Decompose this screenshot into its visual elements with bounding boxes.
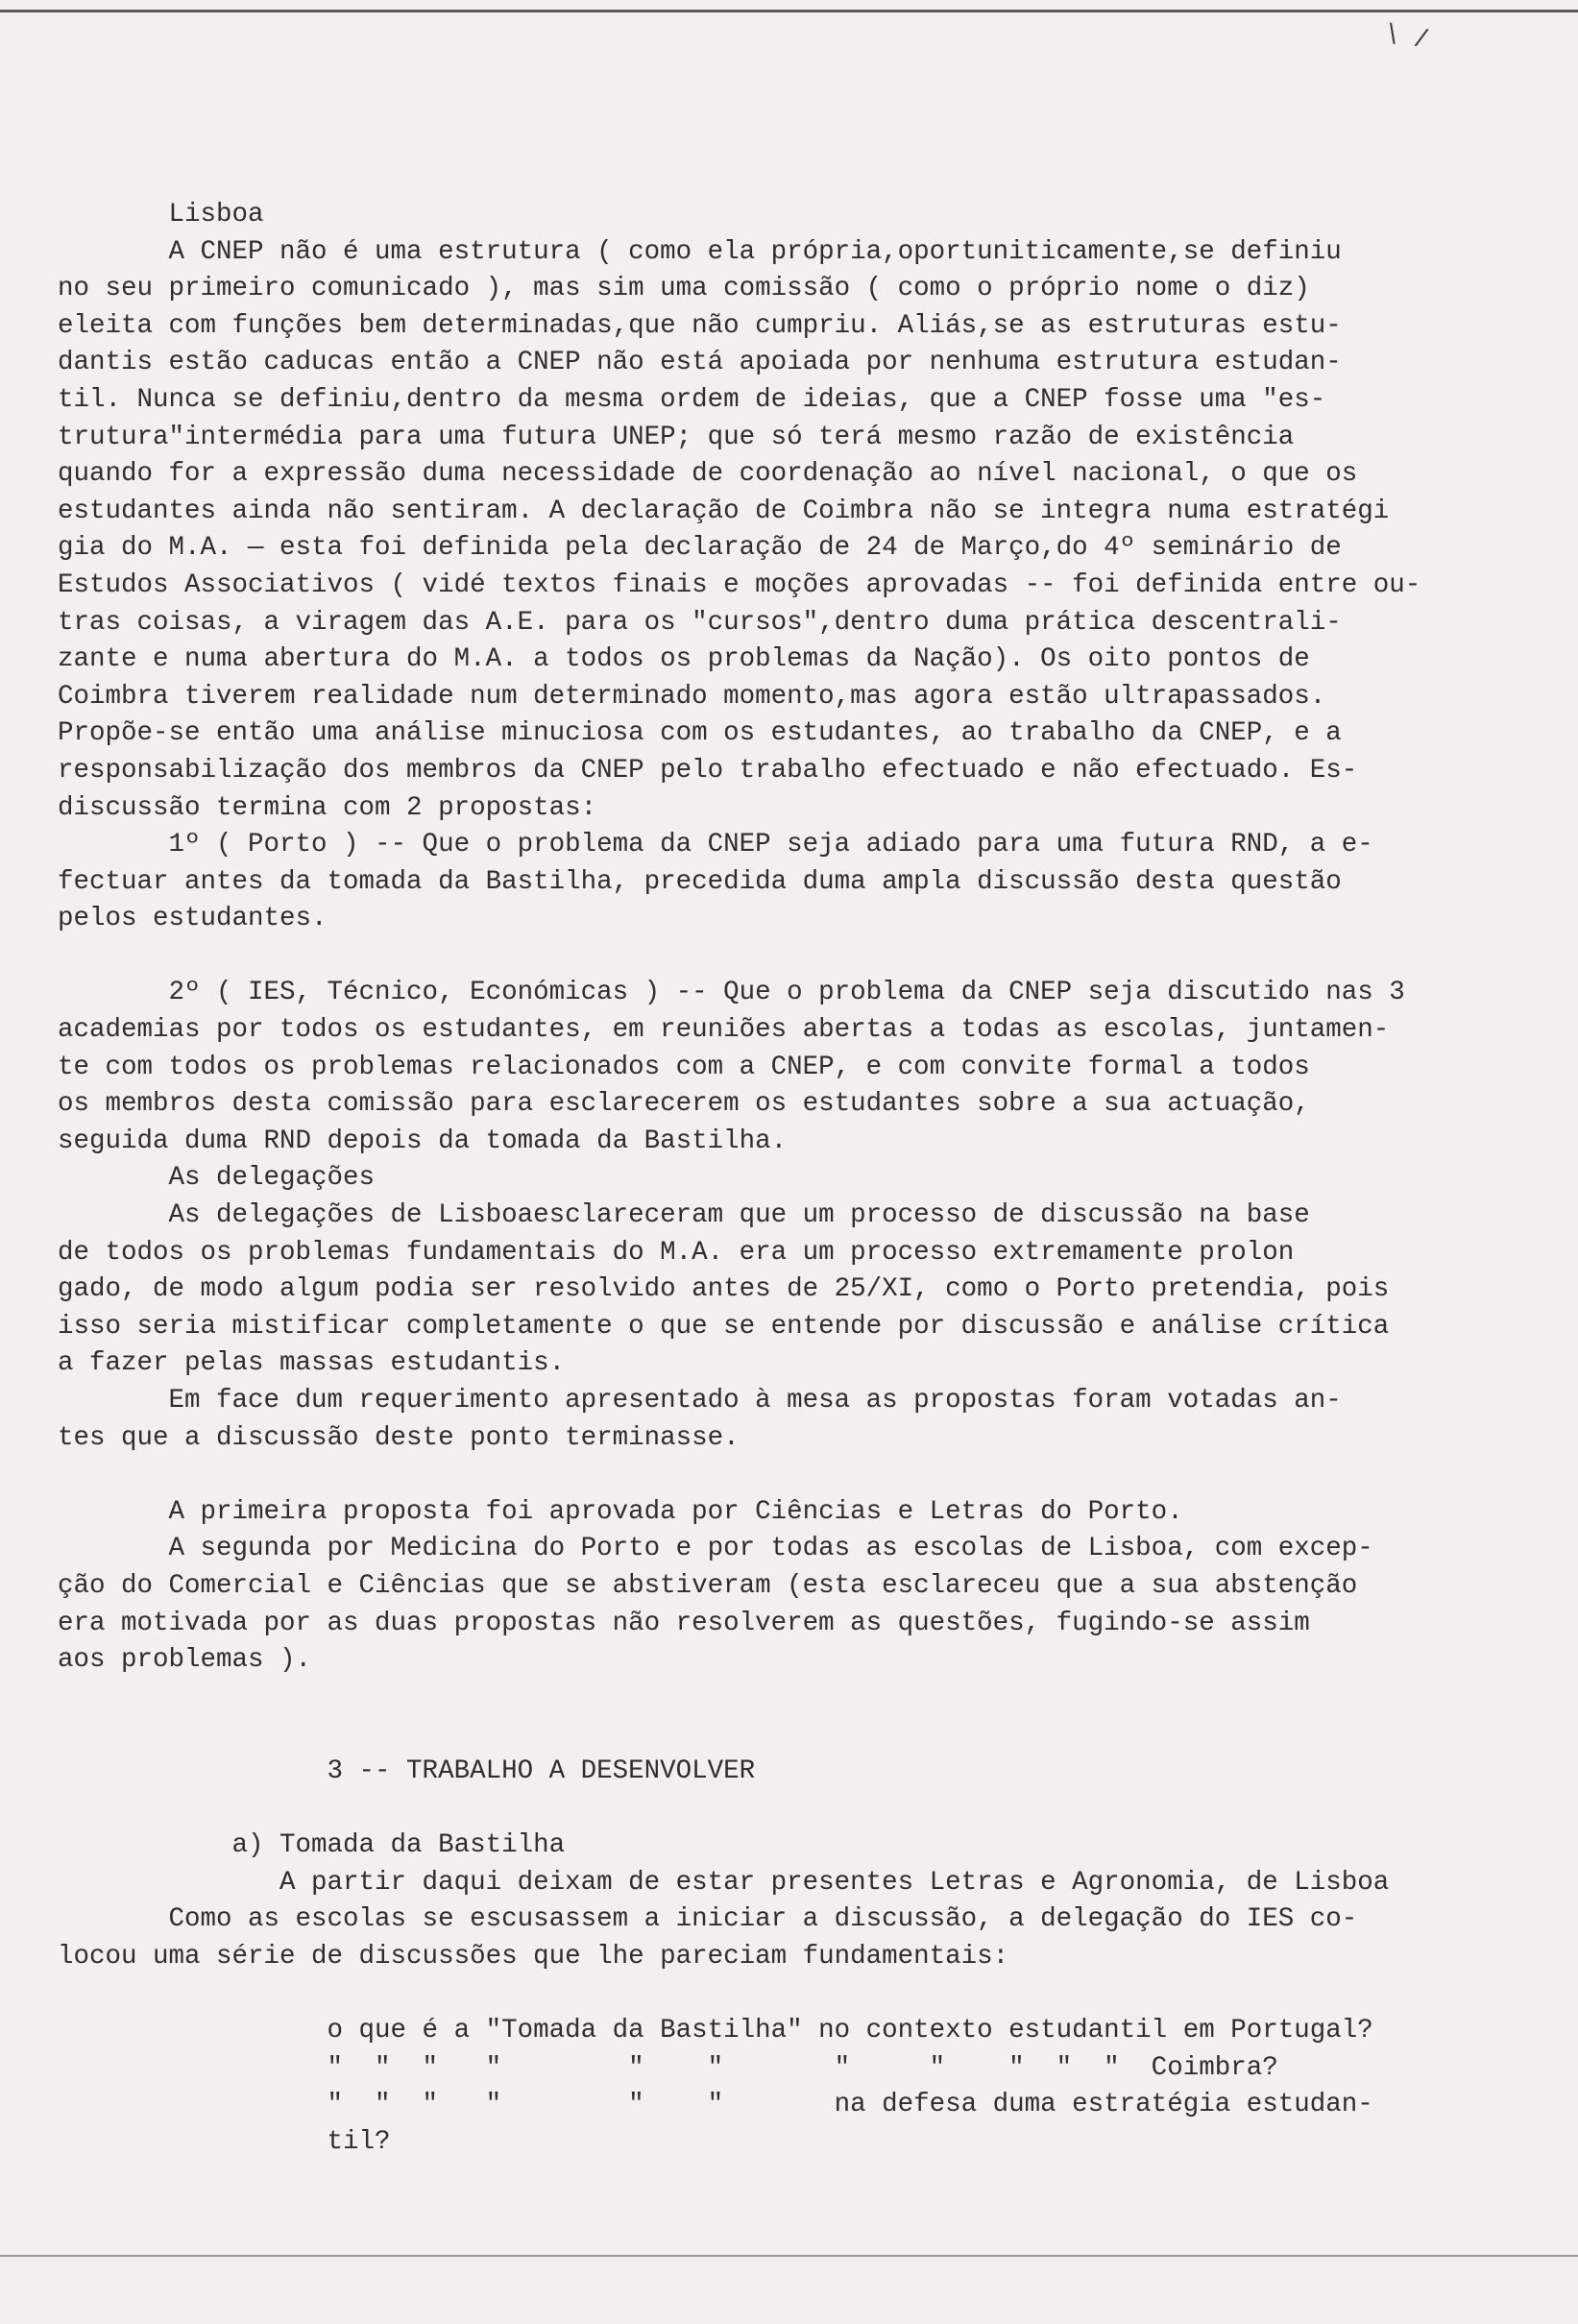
page-mark: ∖ / bbox=[1381, 19, 1431, 56]
text-line: zante e numa abertura do M.A. a todos os problemas da Nação). Os oito pontos de bbox=[58, 644, 1310, 675]
text-line: de todos os problemas fundamentais do M.A. era um processo extremamente prolon bbox=[58, 1237, 1295, 1268]
paragraph-block-votacao bbox=[58, 1494, 1537, 1680]
text-line: A partir daqui deixam de estar presentes Letras e Agronomia, de Lisboa bbox=[58, 1867, 1390, 1898]
text-line: 3 -- TRABALHO A DESENVOLVER bbox=[58, 1755, 756, 1786]
section-trabalho-a-desenvolver bbox=[58, 1754, 1537, 2162]
text-line: A CNEP não é uma estrutura ( como ela própria,oportuniticamente,se definiu bbox=[58, 236, 1342, 267]
text-line: seguida duma RND depois da tomada da Bastilha. bbox=[58, 1126, 788, 1156]
text-line: era motivada por as duas propostas não resolverem as questões, fugindo-se assim bbox=[58, 1608, 1310, 1638]
text-line: os membros desta comissão para esclarecerem os estudantes sobre a sua actuação, bbox=[58, 1089, 1310, 1120]
text-line: estudantes ainda não sentiram. A declaração de Coimbra não se integra numa estratégi bbox=[58, 496, 1390, 526]
text-line: A primeira proposta foi aprovada por Ciências e Letras do Porto. bbox=[58, 1496, 1183, 1527]
text-line: pelos estudantes. bbox=[58, 904, 328, 934]
top-page-edge bbox=[0, 10, 1578, 12]
text-line bbox=[58, 1976, 1537, 2014]
text-line: Em face dum requerimento apresentado à mesa as propostas foram votadas an- bbox=[58, 1386, 1342, 1416]
text-line: " " " " " " " " " " " Coimbra? bbox=[58, 2052, 1278, 2083]
text-line: a fazer pelas massas estudantis. bbox=[58, 1348, 566, 1379]
document-body bbox=[58, 197, 1537, 2161]
paragraph-block-propostas bbox=[58, 975, 1537, 1457]
text-line: gado, de modo algum podia ser resolvido antes de 25/XI, como o Porto pretendia, pois bbox=[58, 1274, 1390, 1305]
text-line: discussão termina com 2 propostas: bbox=[58, 792, 597, 823]
text-line: te com todos os problemas relacionados com a CNEP, e com convite formal a todos bbox=[58, 1052, 1310, 1082]
text-line: til? bbox=[58, 2126, 391, 2157]
text-line: Como as escolas se escusassem a iniciar a discussão, a delegação do IES co- bbox=[58, 1904, 1358, 1935]
text-line: A segunda por Medicina do Porto e por todas as escolas de Lisboa, com excep- bbox=[58, 1534, 1373, 1564]
text-line: responsabilização dos membros da CNEP pelo trabalho efectuado e não efectuado. Es- bbox=[58, 755, 1358, 786]
text-line: tes que a discussão deste ponto terminasse. bbox=[58, 1422, 740, 1453]
text-line: As delegações bbox=[58, 1163, 376, 1194]
text-line: trutura"intermédia para uma futura UNEP; que só terá mesmo razão de existência bbox=[58, 422, 1295, 452]
text-line: fectuar antes da tomada da Bastilha, precedida duma ampla discussão desta questão bbox=[58, 866, 1342, 897]
text-line: ção do Comercial e Ciências que se abstiveram (esta esclareceu que a sua abstenção bbox=[58, 1570, 1358, 1601]
text-line: tras coisas, a viragem das A.E. para os "cursos",dentro duma prática descentrali- bbox=[58, 607, 1342, 638]
text-line: 2º ( IES, Técnico, Económicas ) -- Que o problema da CNEP seja discutido nas 3 bbox=[58, 978, 1405, 1008]
text-line: aos problemas ). bbox=[58, 1645, 312, 1676]
text-line: no seu primeiro comunicado ), mas sim uma comissão ( como o próprio nome o diz) bbox=[58, 274, 1310, 304]
text-line: As delegações de Lisboaesclareceram que um processo de discussão na base bbox=[58, 1200, 1310, 1231]
text-line: til. Nunca se definiu,dentro da mesma ordem de ideias, que a CNEP fosse uma "es- bbox=[58, 384, 1326, 415]
text-line: gia do M.A. — esta foi definida pela declaração de 24 de Março,do 4º seminário de bbox=[58, 533, 1342, 564]
text-line: academias por todos os estudantes, em reuniões abertas a todas as escolas, juntamen- bbox=[58, 1015, 1390, 1046]
text-line: isso seria mistificar completamente o que se entende por discussão e análise crítica bbox=[58, 1311, 1390, 1342]
text-line: locou uma série de discussões que lhe pareciam fundamentais: bbox=[58, 1941, 1009, 1972]
text-line: Estudos Associativos ( vidé textos finais e moções aprovadas -- foi definida entre ou- bbox=[58, 569, 1421, 600]
paragraph-block-lisboa bbox=[58, 197, 1537, 938]
bottom-page-edge bbox=[0, 2255, 1578, 2257]
text-line bbox=[58, 1791, 1537, 1828]
text-line: 1º ( Porto ) -- Que o problema da CNEP seja adiado para uma futura RND, a e- bbox=[58, 830, 1373, 860]
text-line: dantis estão caducas então a CNEP não está apoiada por nenhuma estrutura estudan- bbox=[58, 348, 1342, 378]
text-line: Lisboa bbox=[58, 200, 264, 230]
text-line: a) Tomada da Bastilha bbox=[58, 1830, 566, 1861]
text-line: o que é a "Tomada da Bastilha" no contexto estudantil em Portugal? bbox=[58, 2016, 1373, 2046]
text-line: Propõe-se então uma análise minuciosa com os estudantes, ao trabalho da CNEP, e a bbox=[58, 718, 1342, 749]
text-line: quando for a expressão duma necessidade de coordenação ao nível nacional, o que os bbox=[58, 459, 1358, 490]
text-line: eleita com funções bem determinadas,que não cumpriu. Aliás,se as estruturas estu- bbox=[58, 310, 1342, 341]
text-line: Coimbra tiverem realidade num determinado momento,mas agora estão ultrapassados. bbox=[58, 681, 1326, 712]
text-line: " " " " " " na defesa duma estratégia estudan- bbox=[58, 2090, 1373, 2120]
